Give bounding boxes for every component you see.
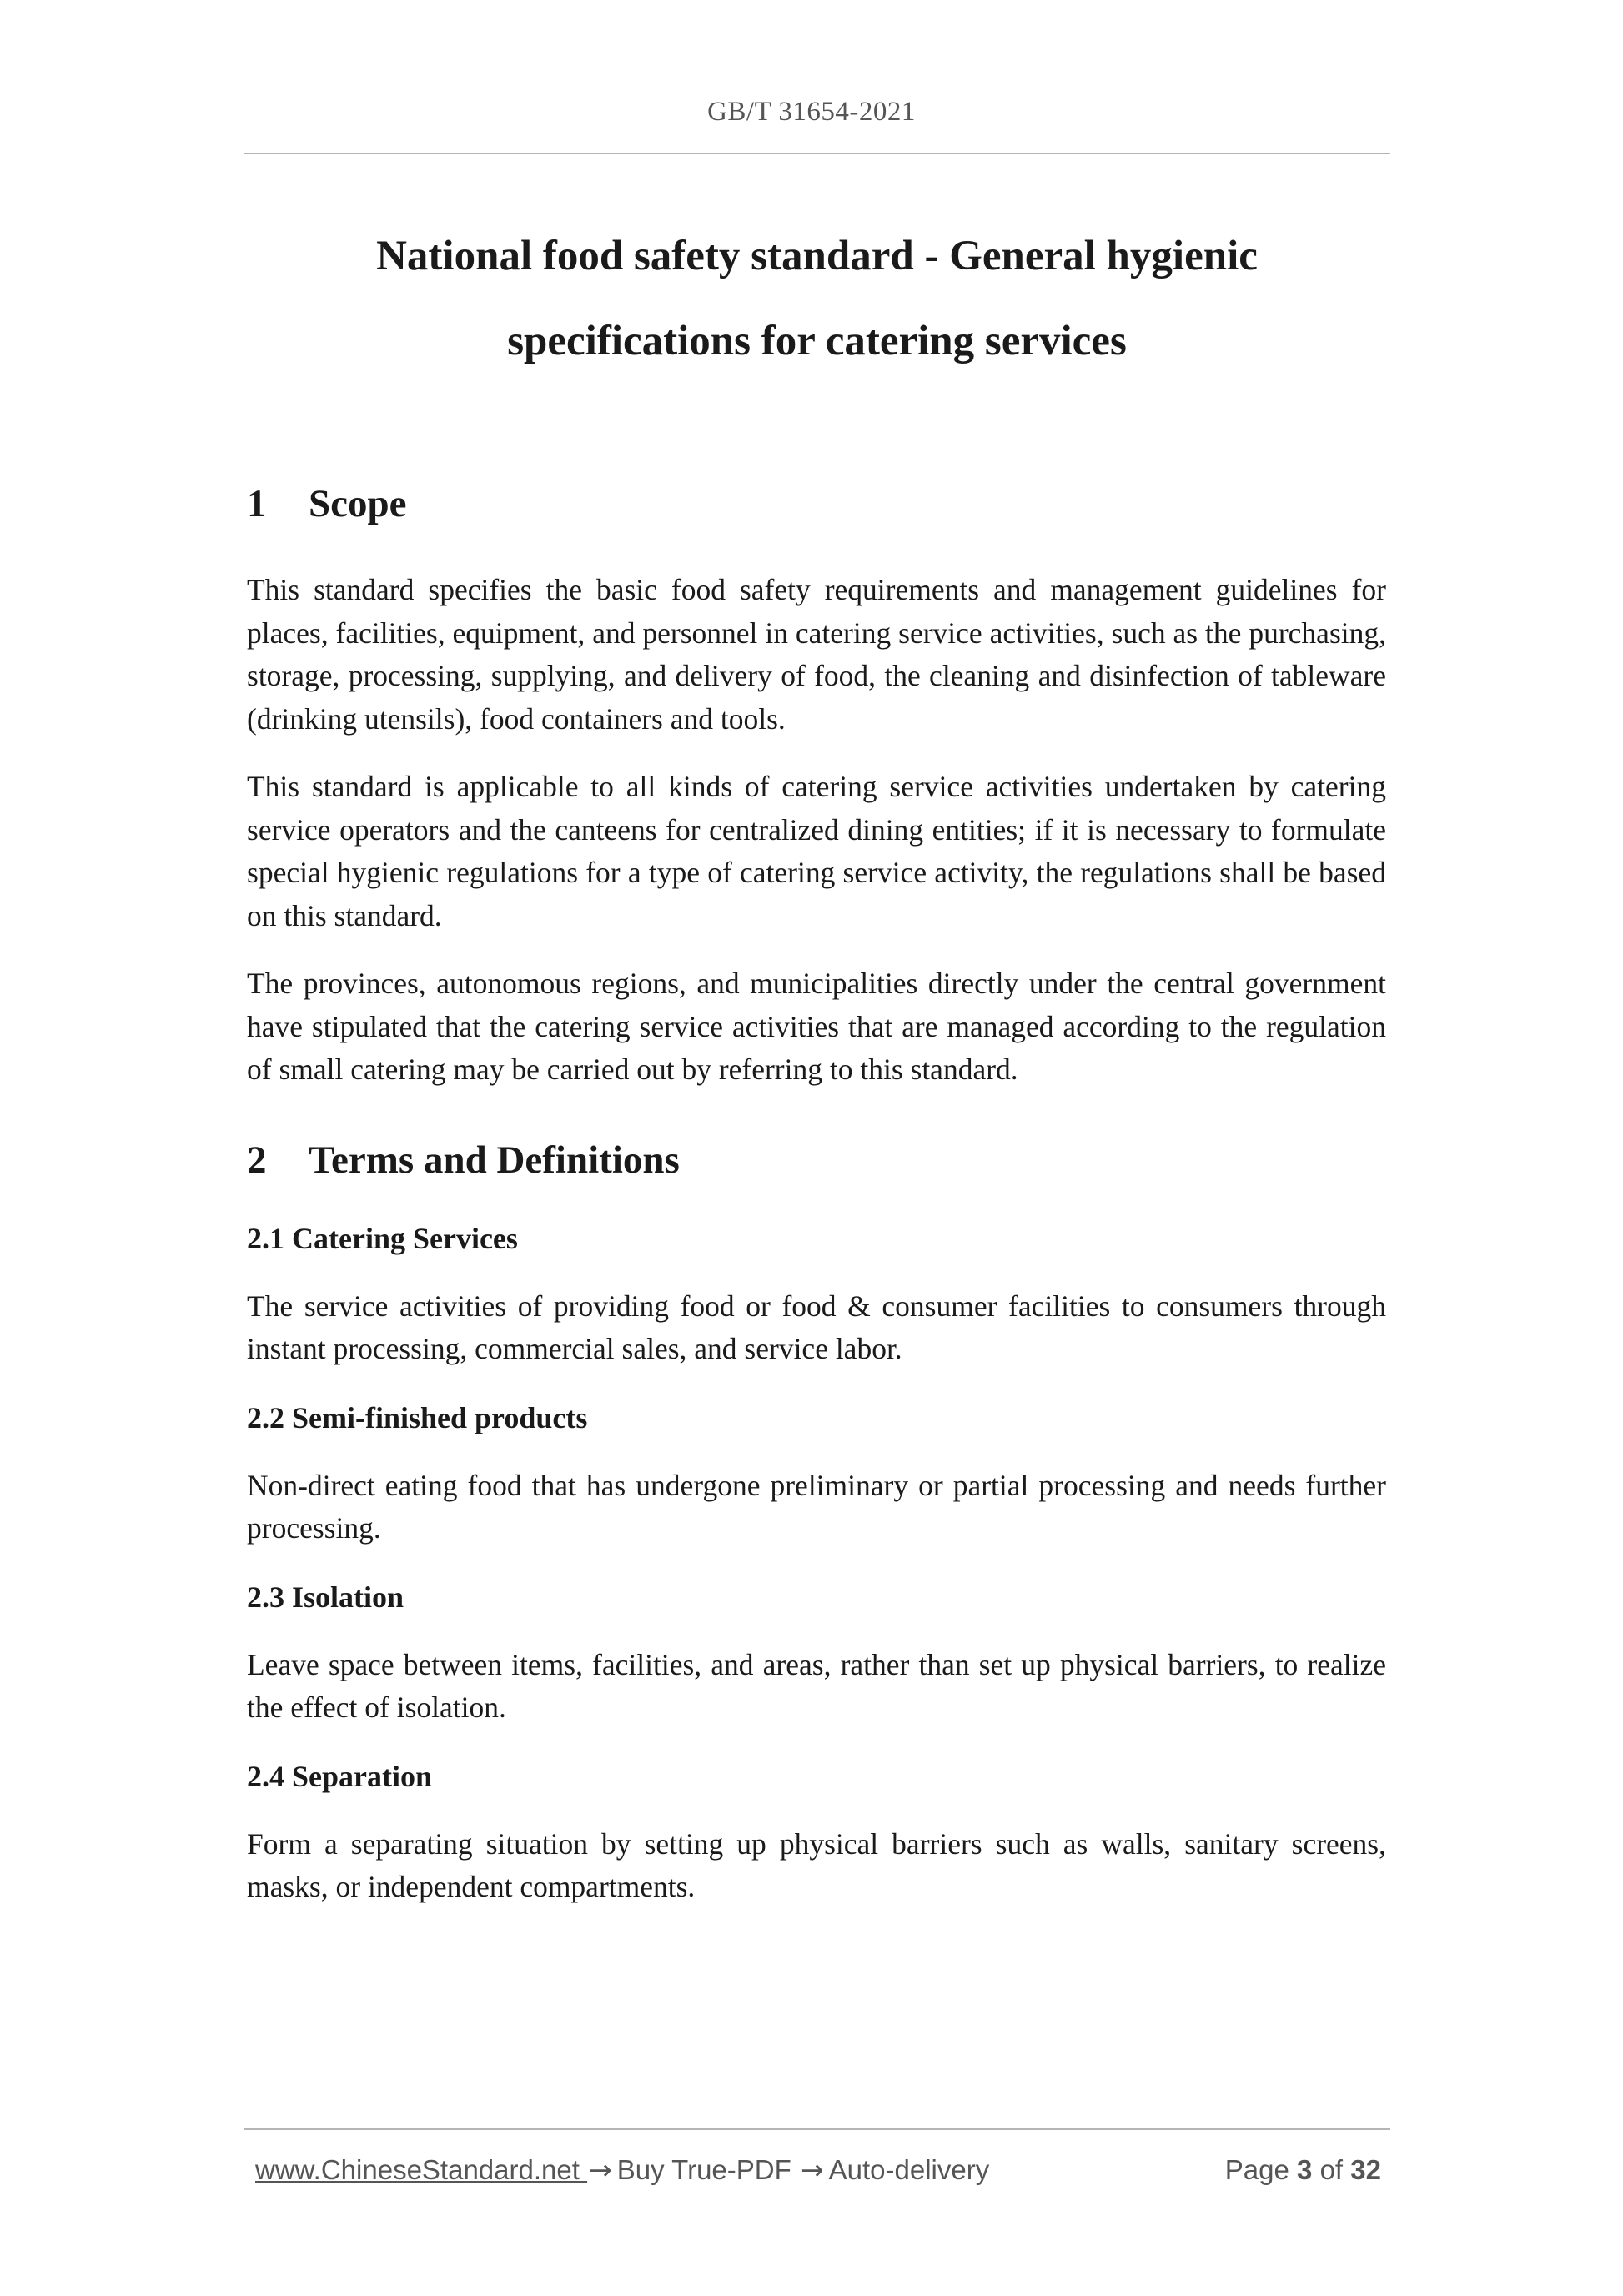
section-number: 1 <box>247 482 267 525</box>
website-link[interactable]: www.ChineseStandard.net <box>255 2154 588 2185</box>
term-definition-separation: Form a separating situation by setting up physical barriers such as walls, sanitary screens, masks, or independent compartments. <box>247 1826 1386 1903</box>
term-definition-isolation: Leave space between items, facilities, and areas, rather than set up physical barriers, to realize the effect of isolation. <box>247 1647 1386 1724</box>
standard-code-header: GB/T 31654-2021 <box>707 97 916 127</box>
term-heading-semi-finished-products: 2.2 Semi-finished products <box>247 1400 588 1434</box>
page-indicator <box>1225 2148 1381 2192</box>
scope-paragraph-3: The provinces, autonomous regions, and municipalities directly under the central government have stipulated that the catering service activities that are managed according to the regulation of small catering may be carried out by referring to this standard. <box>247 967 1386 1086</box>
section-title: Terms and Definitions <box>309 1138 680 1182</box>
page-total-number: 32 <box>1350 2154 1381 2185</box>
section-heading-terms <box>247 1123 1386 1197</box>
term-heading-separation: 2.4 Separation <box>247 1759 433 1793</box>
section-heading-scope <box>247 467 1386 540</box>
term-definition-catering-services: The service activities of providing food or food & consumer facilities to consumers through instant processing, commercial sales, and service labor. <box>247 1289 1386 1365</box>
term-heading-isolation: 2.3 Isolation <box>247 1580 404 1614</box>
header-divider <box>244 153 1390 154</box>
arrow-right-icon: → <box>589 2153 612 2186</box>
page-footer <box>255 2148 1381 2192</box>
term-heading-catering-services: 2.1 Catering Services <box>247 1221 518 1255</box>
footer-promo <box>255 2148 989 2192</box>
term-definition-semi-finished-products: Non-direct eating food that has undergone preliminary or partial processing and needs further processing. <box>247 1468 1386 1545</box>
document-title <box>244 214 1390 384</box>
footer-divider <box>244 2128 1390 2130</box>
section-number: 2 <box>247 1138 267 1182</box>
page-label: Page <box>1224 2154 1289 2185</box>
buy-true-pdf-text: Buy True-PDF <box>616 2154 791 2185</box>
section-title: Scope <box>309 482 407 525</box>
document-body <box>247 467 1386 1909</box>
arrow-right-icon: → <box>800 2153 824 2186</box>
scope-paragraph-2: This standard is applicable to all kinds of catering service activities undertaken by catering service operators and the canteens for centralized dining entities; if it is necessary to formulate special hygienic regulations for a type of catering service activity, the regulations shall be based on this standard. <box>247 770 1386 932</box>
page-of-label: of <box>1319 2154 1344 2185</box>
page-current-number: 3 <box>1297 2154 1313 2185</box>
scope-paragraph-1: This standard specifies the basic food safety requirements and management guidelines for places, facilities, equipment, and personnel in catering service activities, such as the purchasing, storage, processing, supplying, and delivery of food, the cleaning and disinfection of tableware (drinking utensils), food containers and tools. <box>247 573 1386 736</box>
document-title-line-2: specifications for catering services <box>507 318 1127 364</box>
document-title-line-1: National food safety standard - General hygienic <box>376 233 1258 279</box>
auto-delivery-text: Auto-delivery <box>828 2154 990 2185</box>
